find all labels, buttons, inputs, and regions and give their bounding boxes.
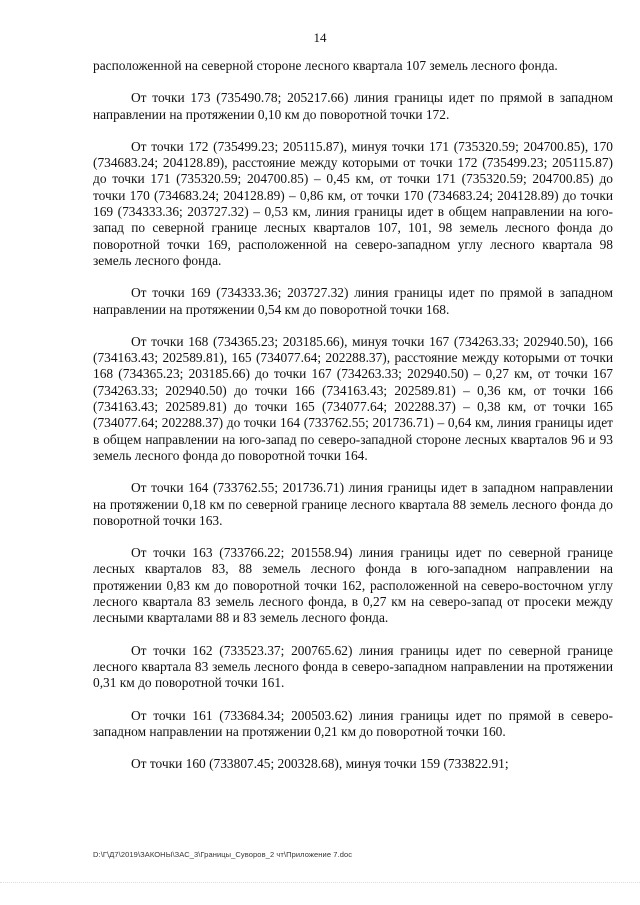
paragraph-point-163: От точки 163 (733766.22; 201558.94) линия границы идет по северной границе лесных кварталов 83, 88 земель лесного фонда в юго-западном направлении на протяжении 0,83 км до поворотной точки 162, расположенной на северо-восточном углу лесного квартала 83 земель лесного фонда, в 0,27 км на северо-запад от просеки между лесными кварталами 88 и 83 земель лесного фонда. (93, 545, 613, 626)
paragraph-continuation: расположенной на северной стороне лесного квартала 107 земель лесного фонда. (93, 58, 558, 73)
paragraph-point-168: От точки 168 (734365.23; 203185.66), минуя точки 167 (734263.33; 202940.50), 166 (734163.43; 202589.81), 165 (734077.64; 202288.37), расстояние между которыми от точки 168 (734365.23; 203185.66) до точки 167 (734263.33; 202940.50) – 0,27 км, от точки 167 (734263.33; 202940.50) до точки 166 (734163.43; 202589.81) – 0,36 км, от точки 166 (734163.43; 202589.81) до точки 165 (734077.64; 202288.37) – 0,38 км, от точки 165 (734077.64; 202288.37) до точки 164 (733762.55; 201736.71) – 0,64 км, линия границы идет в общем направлении на юго-запад по северо-западной стороне лесных кварталов 96 и 93 земель лесного фонда до поворотной точки 164. (93, 333, 613, 463)
paragraph-point-161: От точки 161 (733684.34; 200503.62) линия границы идет по прямой в северо-западном направлении на протяжении 0,21 км до поворотной точки 160. (93, 707, 613, 739)
file-path-footer: D:\Г\Д7\2019\ЗАКОНЫ\ЗАС_3\Границы_Суворов_2 чт\Приложение 7.doc (93, 850, 353, 859)
page-number: 14 (313, 30, 327, 45)
paragraph-point-162: От точки 162 (733523.37; 200765.62) линия границы идет по северной границе лесного квартала 83 земель лесного фонда в северо-западном направлении на протяжении 0,31 км до поворотной точки 161. (93, 642, 613, 691)
paragraph-point-164: От точки 164 (733762.55; 201736.71) линия границы идет в западном направлении на протяжении 0,18 км по северной границе лесного квартала 88 земель лесного фонда до поворотной точки 163. (93, 480, 613, 528)
paragraph-point-172: От точки 172 (735499.23; 205115.87), минуя точки 171 (735320.59; 204700.85), 170 (734683.24; 204128.89), расстояние между которыми от точки 172 (735499.23; 205115.87) до точки 171 (735320.59; 204700.85) – 0,45 км, от точки 171 (735320.59; 204700.85) до точки 170 (734683.24; 204128.89) – 0,86 км, от точки 170 (734683.24; 204128.89) до точки 169 (734333.36; 203727.32) – 0,53 км, линия границы идет в общем направлении на юго-запад по северной границе лесных кварталов 107, 101, 98 земель лесного фонда до поворотной точки 169, расположенной на северо-западном углу лесного квартала 98 земель лесного фонда. (93, 138, 613, 268)
document-body (93, 58, 613, 788)
paragraph-point-160: От точки 160 (733807.45; 200328.68), минуя точки 159 (733822.91; (131, 756, 509, 772)
paragraph-point-169: От точки 169 (734333.36; 203727.32) линия границы идет по прямой в западном направлении на протяжении 0,54 км до поворотной точки 168. (93, 285, 613, 317)
scan-edge-line (0, 882, 640, 884)
paragraph-point-173: От точки 173 (735490.78; 205217.66) линия границы идет по прямой в западном направлении на протяжении 0,10 км до поворотной точки 172. (93, 90, 613, 122)
